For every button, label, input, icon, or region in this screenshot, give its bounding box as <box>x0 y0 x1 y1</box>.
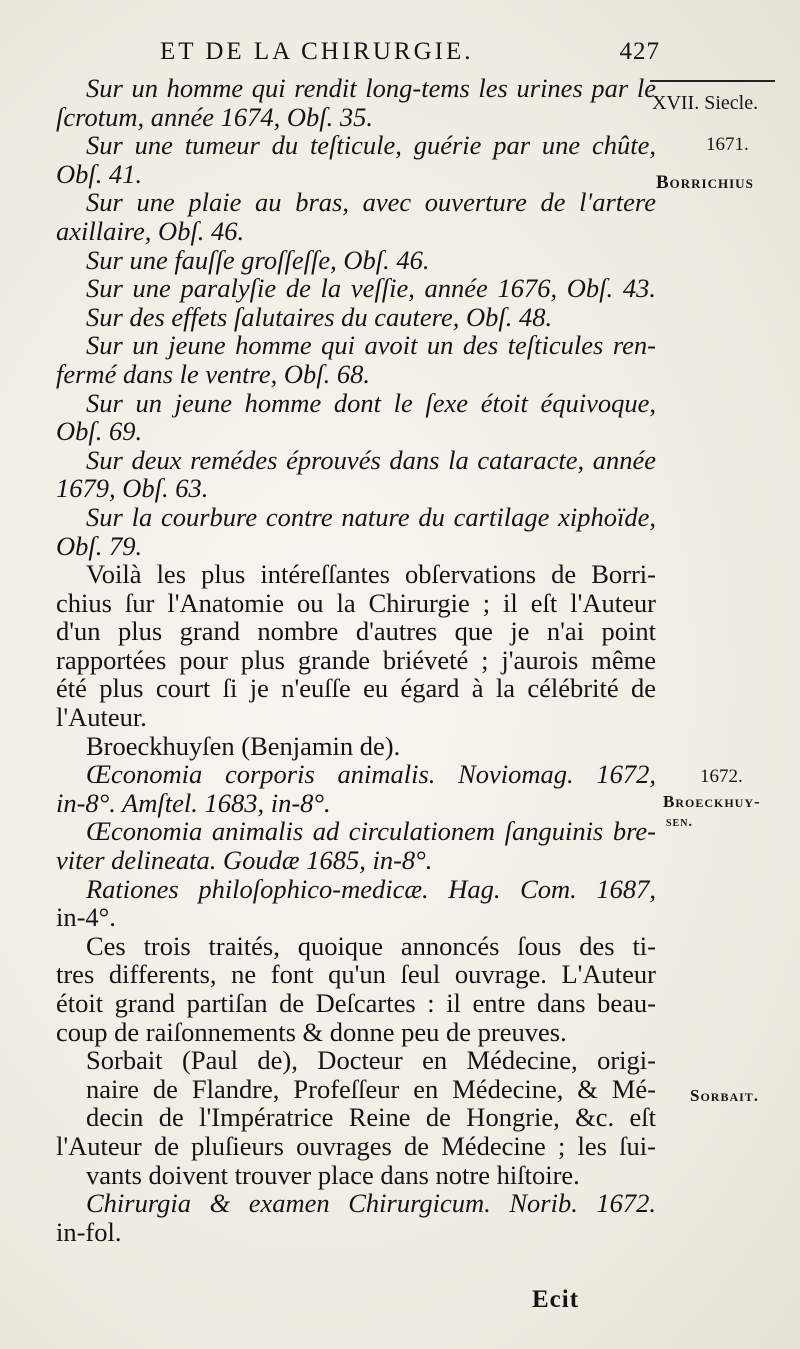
text-line: Sur la courbure contre nature du cartilage xiphoïde, <box>86 501 656 532</box>
text-line: 1679, Obſ. 63. <box>56 473 209 504</box>
running-title: ET DE LA CHIRURGIE. <box>160 38 474 65</box>
text-line: tres differents, ne font qu'un ſeul ouvrage. L'Auteur <box>56 959 656 990</box>
text-line: fermé dans le ventre, Obſ. 68. <box>56 358 371 389</box>
text-line: in-8°. Amſtel. 1683, in-8°. <box>56 787 331 818</box>
text-line: Sur une fauſſe groſſeſſe, Obſ. 46. <box>86 244 430 275</box>
text-line: rapportées pour plus grande briéveté ; j'aurois même <box>56 644 656 675</box>
text-line: Sur deux remédes éprouvés dans la cataracte, année <box>86 444 656 475</box>
text-line: Obſ. 79. <box>56 530 143 561</box>
text-line: Sur une plaie au bras, avec ouverture de l'artere <box>86 187 656 218</box>
margin-century: XVII. Siecle. <box>652 92 759 114</box>
text-line: Sur une tumeur du teſticule, guérie par une chûte, <box>86 130 656 161</box>
margin-year-1671: 1671. <box>706 134 749 155</box>
text-line: été plus court ſi je n'euſſe eu égard à la célébrité de <box>56 673 656 704</box>
text-line: ſcrotum, année 1674, Obſ. 35. <box>56 101 373 132</box>
text-line: d'un plus grand nombre d'autres que je n'ai point <box>56 616 656 647</box>
text-line: Obſ. 41. <box>56 158 143 189</box>
text-line: l'Auteur de pluſieurs ouvrages de Médecine ; les ſui- <box>56 1130 656 1161</box>
text-line: Œconomia animalis ad circulationem ſanguinis bre- <box>86 816 656 847</box>
text-line: Œconomia corporis animalis. Noviomag. 1672, <box>86 759 656 790</box>
text-line: Sur un homme qui rendit long-tems les urines par le <box>86 73 656 103</box>
text-line: chius ſur l'Anatomie ou la Chirurgie ; il eſt l'Auteur <box>56 587 656 618</box>
margin-name-borrichius: Borrichius <box>656 172 754 193</box>
page-number: 427 <box>619 38 660 65</box>
main-text-column <box>56 74 656 1246</box>
running-header <box>160 38 660 74</box>
text-line: Obſ. 69. <box>56 416 143 447</box>
margin-year-1672: 1672. <box>700 766 743 787</box>
margin-name-sorbait: Sorbait. <box>690 1086 760 1105</box>
text-line: coup de raiſonnements & donne peu de preuves. <box>56 1016 567 1047</box>
text-line: Chirurgia & examen Chirurgicum. Norib. 1672. <box>86 1188 656 1219</box>
text-line: axillaire, Obſ. 46. <box>56 215 245 246</box>
text-line: decin de l'Impératrice Reine de Hongrie, &c. eſt <box>86 1102 656 1133</box>
text-line: naire de Flandre, Profeſſeur en Médecine, & Mé- <box>86 1073 656 1104</box>
text-line: in-4°. <box>56 902 116 933</box>
text-line: Sur un jeune homme dont le ſexe étoit équivoque, <box>86 387 656 418</box>
catchword: Ecit <box>532 1286 580 1313</box>
text-line: étoit grand partiſan de Deſcartes : il entre dans beau- <box>56 988 656 1018</box>
text-line: in-fol. <box>56 1216 122 1247</box>
margin-rule <box>650 80 775 82</box>
text-line: Sur une paralyſie de la veſſie, année 1676, Obſ. 43. <box>86 273 656 304</box>
text-line: Sur des effets ſalutaires du cautere, Obſ. 48. <box>86 301 553 332</box>
text-line: vants doivent trouver place dans notre hiſtoire. <box>86 1159 580 1190</box>
text-line: Sur un jeune homme qui avoit un des teſticules ren- <box>86 330 656 361</box>
text-line: Voilà les plus intéreſſantes obſervations de Borri- <box>86 559 656 590</box>
text-line: Ces trois traités, quoique annoncés ſous des ti- <box>86 930 656 961</box>
text-line: viter delineata. Goudæ 1685, in-8°. <box>56 845 433 876</box>
margin-name-broeckhuysen-end: sen. <box>666 815 693 830</box>
text-line: Rationes philoſophico-medicæ. Hag. Com. 1687, <box>86 873 656 904</box>
text-line: Broeckhuyſen (Benjamin de). <box>86 730 401 761</box>
margin-name-broeckhuysen: Broeckhuy- <box>663 792 761 811</box>
text-line: l'Auteur. <box>56 702 147 733</box>
text-line: Sorbait (Paul de), Docteur en Médecine, origi- <box>86 1045 656 1076</box>
